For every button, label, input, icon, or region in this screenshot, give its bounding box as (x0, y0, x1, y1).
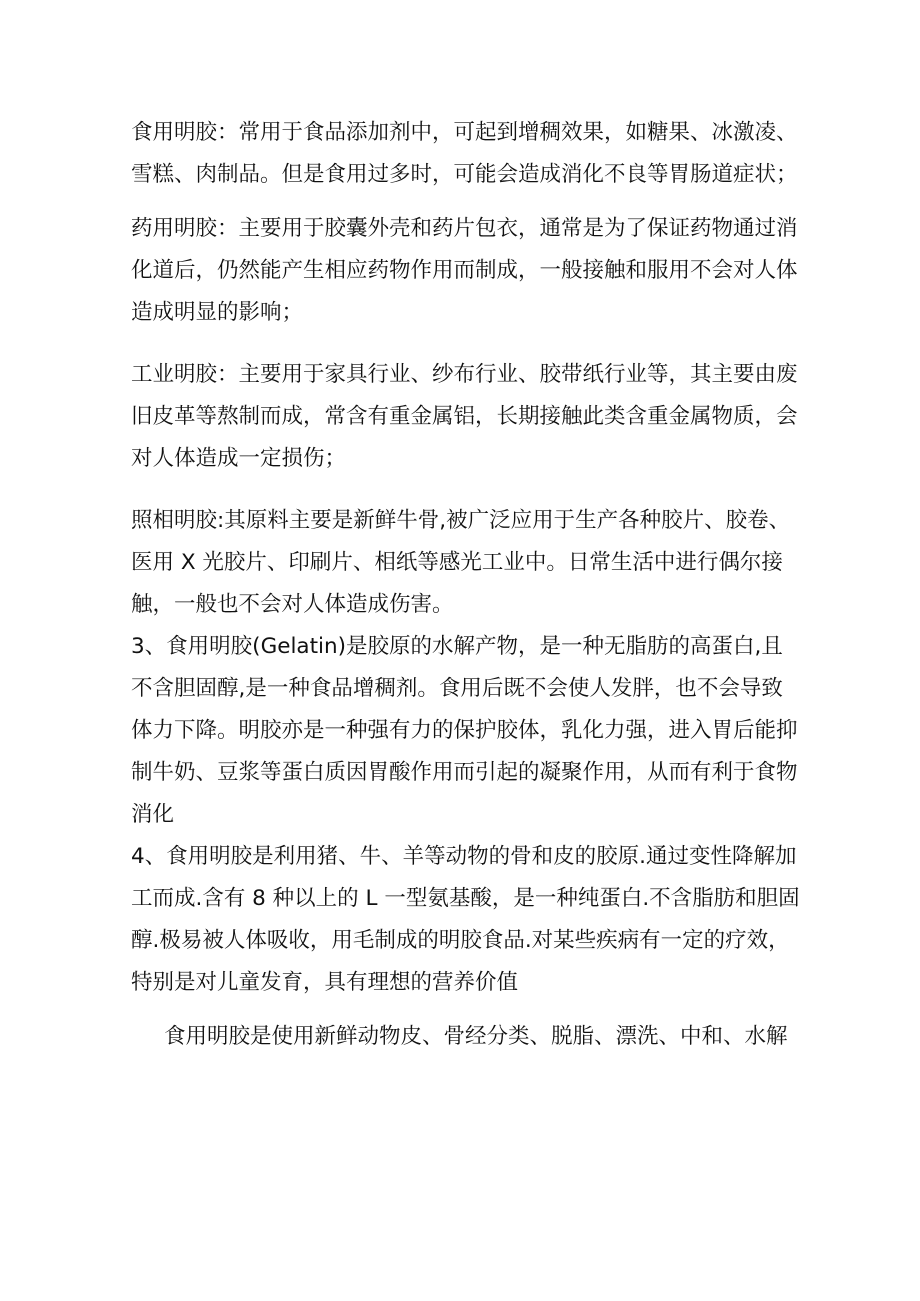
paragraph-photographic-gelatin: 照相明胶:其原料主要是新鲜牛骨,被广泛应用于生产各种胶片、胶卷、医用 X 光胶片、印刷片、相纸等感光工业中。日常生活中进行偶尔接触，一般也不会对人体造成伤害。 (131, 508, 791, 617)
paragraph-production: 食用明胶是使用新鲜动物皮、骨经分类、脱脂、漂洗、中和、水解 (164, 1024, 788, 1049)
paragraph-item-3: 3、食用明胶(Gelatin)是胶原的水解产物，是一种无脂肪的高蛋白,且不含胆固醇,是一种食品增稠剂。食用后既不会使人发胖，也不会导致体力下降。明胶亦是一种强有力的保护胶体，乳化力强，进入胃后能抑制牛奶、豆浆等蛋白质因胃酸作用而引起的凝聚作用，从而有利于食物消化 (131, 634, 798, 827)
paragraph-industrial-gelatin: 工业明胶：主要用于家具行业、纱布行业、胶带纸行业等，其主要由废旧皮革等熬制而成，常含有重金属铝，长期接触此类含重金属物质，会对人体造成一定损伤； (131, 362, 798, 471)
document-body (131, 112, 803, 1058)
paragraph-item-4: 4、食用明胶是利用猪、牛、羊等动物的骨和皮的胶原.通过变性降解加工而成.含有 8 种以上的 L 一型氨基酸，是一种纯蛋白.不含脂肪和胆固醇.极易被人体吸收，用毛制成的明胶食品.对某些疾病有一定的疗效，特别是对儿童发育，具有理想的营养价值 (131, 844, 800, 995)
paragraph-medicinal-gelatin: 药用明胶：主要用于胶囊外壳和药片包衣，通常是为了保证药物通过消化道后，仍然能产生相应药物作用而制成，一般接触和服用不会对人体造成明显的影响； (131, 216, 798, 325)
paragraph-edible-gelatin: 食用明胶：常用于食品添加剂中，可起到增稠效果，如糖果、冰激凌、雪糕、肉制品。但是食用过多时，可能会造成消化不良等胃肠道症状； (131, 120, 798, 187)
